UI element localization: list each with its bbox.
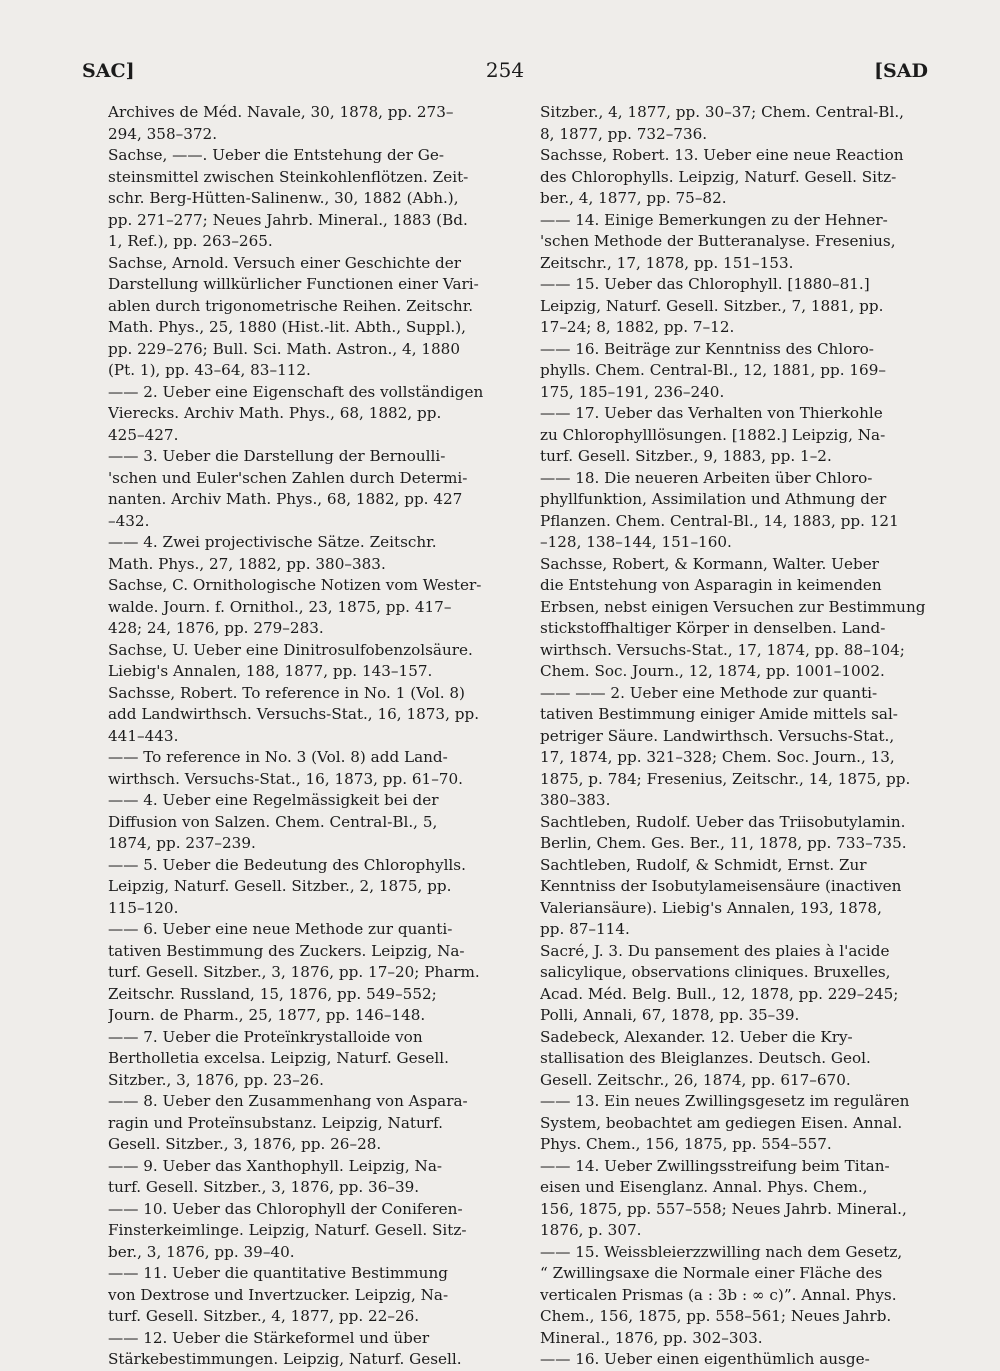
text-line: die Entstehung von Asparagin in keimenden [540, 576, 882, 594]
text-line: 'schen Methode der Butteranalyse. Fresenius, [540, 232, 896, 250]
text-line: schr. Berg-Hütten-Salinenw., 30, 1882 (Abh.), [108, 189, 459, 207]
text-line: turf. Gesell. Sitzber., 9, 1883, pp. 1–2. [540, 447, 832, 465]
text-line: stickstoffhaltiger Körper in denselben. Land- [540, 619, 886, 637]
left-column [108, 102, 494, 1371]
text-line: —— 9. Ueber das Xanthophyll. Leipzig, Na- [108, 1156, 442, 1175]
text-line: —— 5. Ueber die Bedeutung des Chlorophylls. [108, 855, 466, 874]
text-line: —— 14. Einige Bemerkungen zu der Hehner- [540, 210, 888, 229]
text-line: Diffusion von Salzen. Chem. Central-Bl., 5, [108, 812, 438, 831]
text-line: zu Chlorophylllösungen. [1882.] Leipzig, Na- [540, 425, 886, 444]
text-line: petriger Säure. Landwirthsch. Versuchs-Stat., [540, 726, 895, 745]
text-line: —— 13. Ein neues Zwillingsgesetz im regulären [540, 1092, 910, 1110]
text-line: Archives de Méd. Navale, 30, 1878, pp. 273– [108, 103, 454, 121]
text-line: Math. Phys., 25, 1880 (Hist.-lit. Abth., Suppl.), [108, 318, 466, 336]
text-line: 380–383. [540, 791, 611, 809]
text-line: Stärkebestimmungen. Leipzig, Naturf. Gesell. [108, 1350, 462, 1368]
text-line: 17–24; 8, 1882, pp. 7–12. [540, 318, 735, 336]
text-line: salicylique, observations cliniques. Bruxelles, [540, 963, 891, 981]
text-line: Sacré, J. 3. Du pansement des plaies à l'acide [540, 941, 890, 960]
text-line: Finsterkeimlinge. Leipzig, Naturf. Gesell. Sitz- [108, 1221, 467, 1239]
text-line: —— 8. Ueber den Zusammenhang von Aspara- [108, 1092, 468, 1110]
text-line: walde. Journ. f. Ornithol., 23, 1875, pp. 417– [108, 597, 452, 616]
text-line: Sachsse, Robert. To reference in No. 1 (Vol. 8) [108, 683, 465, 702]
text-line: wirthsch. Versuchs-Stat., 17, 1874, pp. 88–104; [540, 640, 905, 659]
text-line: Leipzig, Naturf. Gesell. Sitzber., 2, 1875, pp. [108, 877, 452, 895]
text-line: 156, 1875, pp. 557–558; Neues Jahrb. Mineral., [540, 1199, 907, 1218]
text-line: —— 18. Die neueren Arbeiten über Chloro- [540, 468, 873, 487]
text-line: Sadebeck, Alexander. 12. Ueber die Kry- [540, 1027, 853, 1046]
text-line: 'schen und Euler'schen Zahlen durch Determi- [108, 468, 468, 487]
text-line: —— 4. Ueber eine Regelmässigkeit bei der [108, 791, 439, 809]
text-line: Chem. Soc. Journ., 12, 1874, pp. 1001–1002. [540, 662, 885, 680]
text-line: phyllfunktion, Assimilation und Athmung der [540, 490, 887, 508]
text-line: Phys. Chem., 156, 1875, pp. 554–557. [540, 1135, 832, 1153]
text-line: —— 7. Ueber die Proteïnkrystalloide von [108, 1027, 423, 1046]
text-line: pp. 229–276; Bull. Sci. Math. Astron., 4, 1880 [108, 339, 460, 358]
text-line: System, beobachtet am gediegen Eisen. Annal. [540, 1113, 903, 1132]
text-line: —— 4. Zwei projectivische Sätze. Zeitschr. [108, 533, 437, 551]
text-line: Gesell. Zeitschr., 26, 1874, pp. 617–670. [540, 1070, 851, 1089]
text-line: tativen Bestimmung des Zuckers. Leipzig, Na- [108, 941, 465, 960]
text-line: —— 14. Ueber Zwillingsstreifung beim Titan- [540, 1156, 890, 1175]
text-line: Leipzig, Naturf. Gesell. Sitzber., 7, 1881, pp. [540, 296, 884, 315]
text-line: “ Zwillingsaxe die Normale einer Fläche des [540, 1264, 883, 1282]
text-line: Sachse, U. Ueber eine Dinitrosulfobenzolsäure. [108, 640, 473, 659]
text-line: (Pt. 1), pp. 43–64, 83–112. [108, 361, 311, 379]
text-line: —— 12. Ueber die Stärkeformel und über [108, 1328, 430, 1347]
text-line: tativen Bestimmung einiger Amide mittels sal- [540, 705, 898, 723]
text-line: —— 16. Beiträge zur Kenntniss des Chloro- [540, 339, 874, 358]
text-line: 1875, p. 784; Fresenius, Zeitschr., 14, 1875, pp. [540, 769, 911, 788]
text-line: 1876, p. 307. [540, 1221, 642, 1239]
text-line: Math. Phys., 27, 1882, pp. 380–383. [108, 554, 386, 573]
text-line: Acad. Méd. Belg. Bull., 12, 1878, pp. 229–245; [540, 984, 899, 1003]
text-line: Liebig's Annalen, 188, 1877, pp. 143–157. [108, 662, 433, 680]
text-line: 1, Ref.), pp. 263–265. [108, 232, 273, 250]
text-line: 294, 358–372. [108, 124, 218, 143]
text-line: 175, 185–191, 236–240. [540, 382, 725, 401]
text-line: ber., 3, 1876, pp. 39–40. [108, 1242, 295, 1261]
text-line: Sachse, Arnold. Versuch einer Geschichte der [108, 253, 462, 272]
text-line: Chem., 156, 1875, pp. 558–561; Neues Jahrb. [540, 1307, 892, 1325]
text-line: —— 16. Ueber einen eigenthümlich ausge- [540, 1350, 870, 1368]
text-line: Berlin, Chem. Ges. Ber., 11, 1878, pp. 733–735. [540, 834, 907, 852]
text-line: Sachse, ——. Ueber die Entstehung der Ge- [108, 146, 444, 164]
text-line: —— 11. Ueber die quantitative Bestimmung [108, 1264, 448, 1282]
text-line: ber., 4, 1877, pp. 75–82. [540, 189, 727, 207]
text-line: Sachtleben, Rudolf. Ueber das Triisobutylamin. [540, 812, 906, 831]
text-line: von Dextrose und Invertzucker. Leipzig, Na- [108, 1285, 449, 1304]
text-line: 425–427. [108, 425, 179, 444]
text-line: —— 3. Ueber die Darstellung der Bernoulli- [108, 447, 446, 465]
text-line: verticalen Prismas (a : 3b : ∞ c)”. Annal. Phys. [540, 1285, 897, 1304]
text-line: —— 2. Ueber eine Eigenschaft des vollständigen [108, 382, 484, 401]
text-line: 115–120. [108, 898, 179, 917]
text-line: add Landwirthsch. Versuchs-Stat., 16, 1873, pp. [108, 705, 480, 723]
text-line: 17, 1874, pp. 321–328; Chem. Soc. Journ., 13, [540, 748, 895, 766]
text-line: 428; 24, 1876, pp. 279–283. [108, 619, 324, 637]
text-line: —— To reference in No. 3 (Vol. 8) add Land- [108, 748, 448, 766]
page-number: 254 [485, 58, 525, 82]
text-line: 1874, pp. 237–239. [108, 834, 256, 852]
text-line: turf. Gesell. Sitzber., 4, 1877, pp. 22–26. [108, 1307, 420, 1325]
text-line: nanten. Archiv Math. Phys., 68, 1882, pp. 427 [108, 490, 463, 508]
text-line: –432. [108, 511, 150, 530]
text-line: 441–443. [108, 726, 179, 745]
text-line: Mineral., 1876, pp. 302–303. [540, 1328, 763, 1347]
text-line: —— —— 2. Ueber eine Methode zur quanti- [540, 683, 878, 702]
text-line: Polli, Annali, 67, 1878, pp. 35–39. [540, 1006, 800, 1024]
text-line: Zeitschr., 17, 1878, pp. 151–153. [540, 253, 794, 272]
text-line: Erbsen, nebst einigen Versuchen zur Bestimmung [540, 597, 926, 616]
text-line: ragin und Proteïnsubstanz. Leipzig, Naturf. [108, 1113, 443, 1132]
text-line: Vierecks. Archiv Math. Phys., 68, 1882, pp. [108, 404, 442, 422]
text-line: —— 17. Ueber das Verhalten von Thierkohle [540, 404, 883, 422]
right-column [540, 102, 926, 1371]
text-line: 8, 1877, pp. 732–736. [540, 124, 708, 143]
text-line: ablen durch trigonometrische Reihen. Zeitschr. [108, 296, 474, 315]
text-line: Sachse, C. Ornithologische Notizen vom Wester- [108, 576, 482, 594]
text-line: Sachsse, Robert. 13. Ueber eine neue Reaction [540, 146, 904, 164]
text-line: —— 10. Ueber das Chlorophyll der Coniferen- [108, 1199, 463, 1218]
text-line: Journ. de Pharm., 25, 1877, pp. 146–148. [108, 1006, 426, 1024]
text-line: –128, 138–144, 151–160. [540, 533, 732, 551]
text-line: —— 15. Ueber das Chlorophyll. [1880–81.] [540, 275, 870, 293]
text-line: eisen und Eisenglanz. Annal. Phys. Chem., [540, 1178, 868, 1196]
text-line: Valeriansäure). Liebig's Annalen, 193, 1878, [540, 898, 882, 917]
text-line: turf. Gesell. Sitzber., 3, 1876, pp. 36–39. [108, 1178, 420, 1196]
text-line: Gesell. Sitzber., 3, 1876, pp. 26–28. [108, 1135, 382, 1153]
text-line: pp. 271–277; Neues Jahrb. Mineral., 1883 (Bd. [108, 210, 468, 229]
text-line: —— 15. Weissbleierzzwilling nach dem Gesetz, [540, 1242, 903, 1261]
text-line: Sitzber., 4, 1877, pp. 30–37; Chem. Central-Bl., [540, 103, 904, 121]
text-line: Sitzber., 3, 1876, pp. 23–26. [108, 1070, 324, 1089]
text-line: Bertholletia excelsa. Leipzig, Naturf. Gesell. [108, 1049, 449, 1067]
running-head-left: SAC] [82, 60, 135, 82]
text-line: Darstellung willkürlicher Functionen einer Vari- [108, 275, 479, 293]
text-line: Kenntniss der Isobutylameisensäure (inactiven [540, 877, 902, 895]
text-line: turf. Gesell. Sitzber., 3, 1876, pp. 17–20; Pharm. [108, 963, 480, 981]
text-line: pp. 87–114. [540, 920, 630, 938]
text-line: des Chlorophylls. Leipzig, Naturf. Gesell. Sitz- [540, 167, 897, 186]
text-line: Zeitschr. Russland, 15, 1876, pp. 549–552; [108, 984, 437, 1003]
text-line: wirthsch. Versuchs-Stat., 16, 1873, pp. 61–70. [108, 769, 463, 788]
text-line: —— 6. Ueber eine neue Methode zur quanti- [108, 920, 453, 938]
text-line: Sachsse, Robert, & Kormann, Walter. Ueber [540, 554, 879, 573]
text-line: phylls. Chem. Central-Bl., 12, 1881, pp. 169– [540, 361, 886, 379]
text-line: Pflanzen. Chem. Central-Bl., 14, 1883, pp. 121 [540, 511, 899, 530]
text-line: steinsmittel zwischen Steinkohlenflötzen. Zeit- [108, 167, 469, 186]
text-line: stallisation des Bleiglanzes. Deutsch. Geol. [540, 1049, 871, 1067]
text-line: Sachtleben, Rudolf, & Schmidt, Ernst. Zur [540, 855, 867, 874]
running-head-right: [SAD [874, 60, 928, 82]
